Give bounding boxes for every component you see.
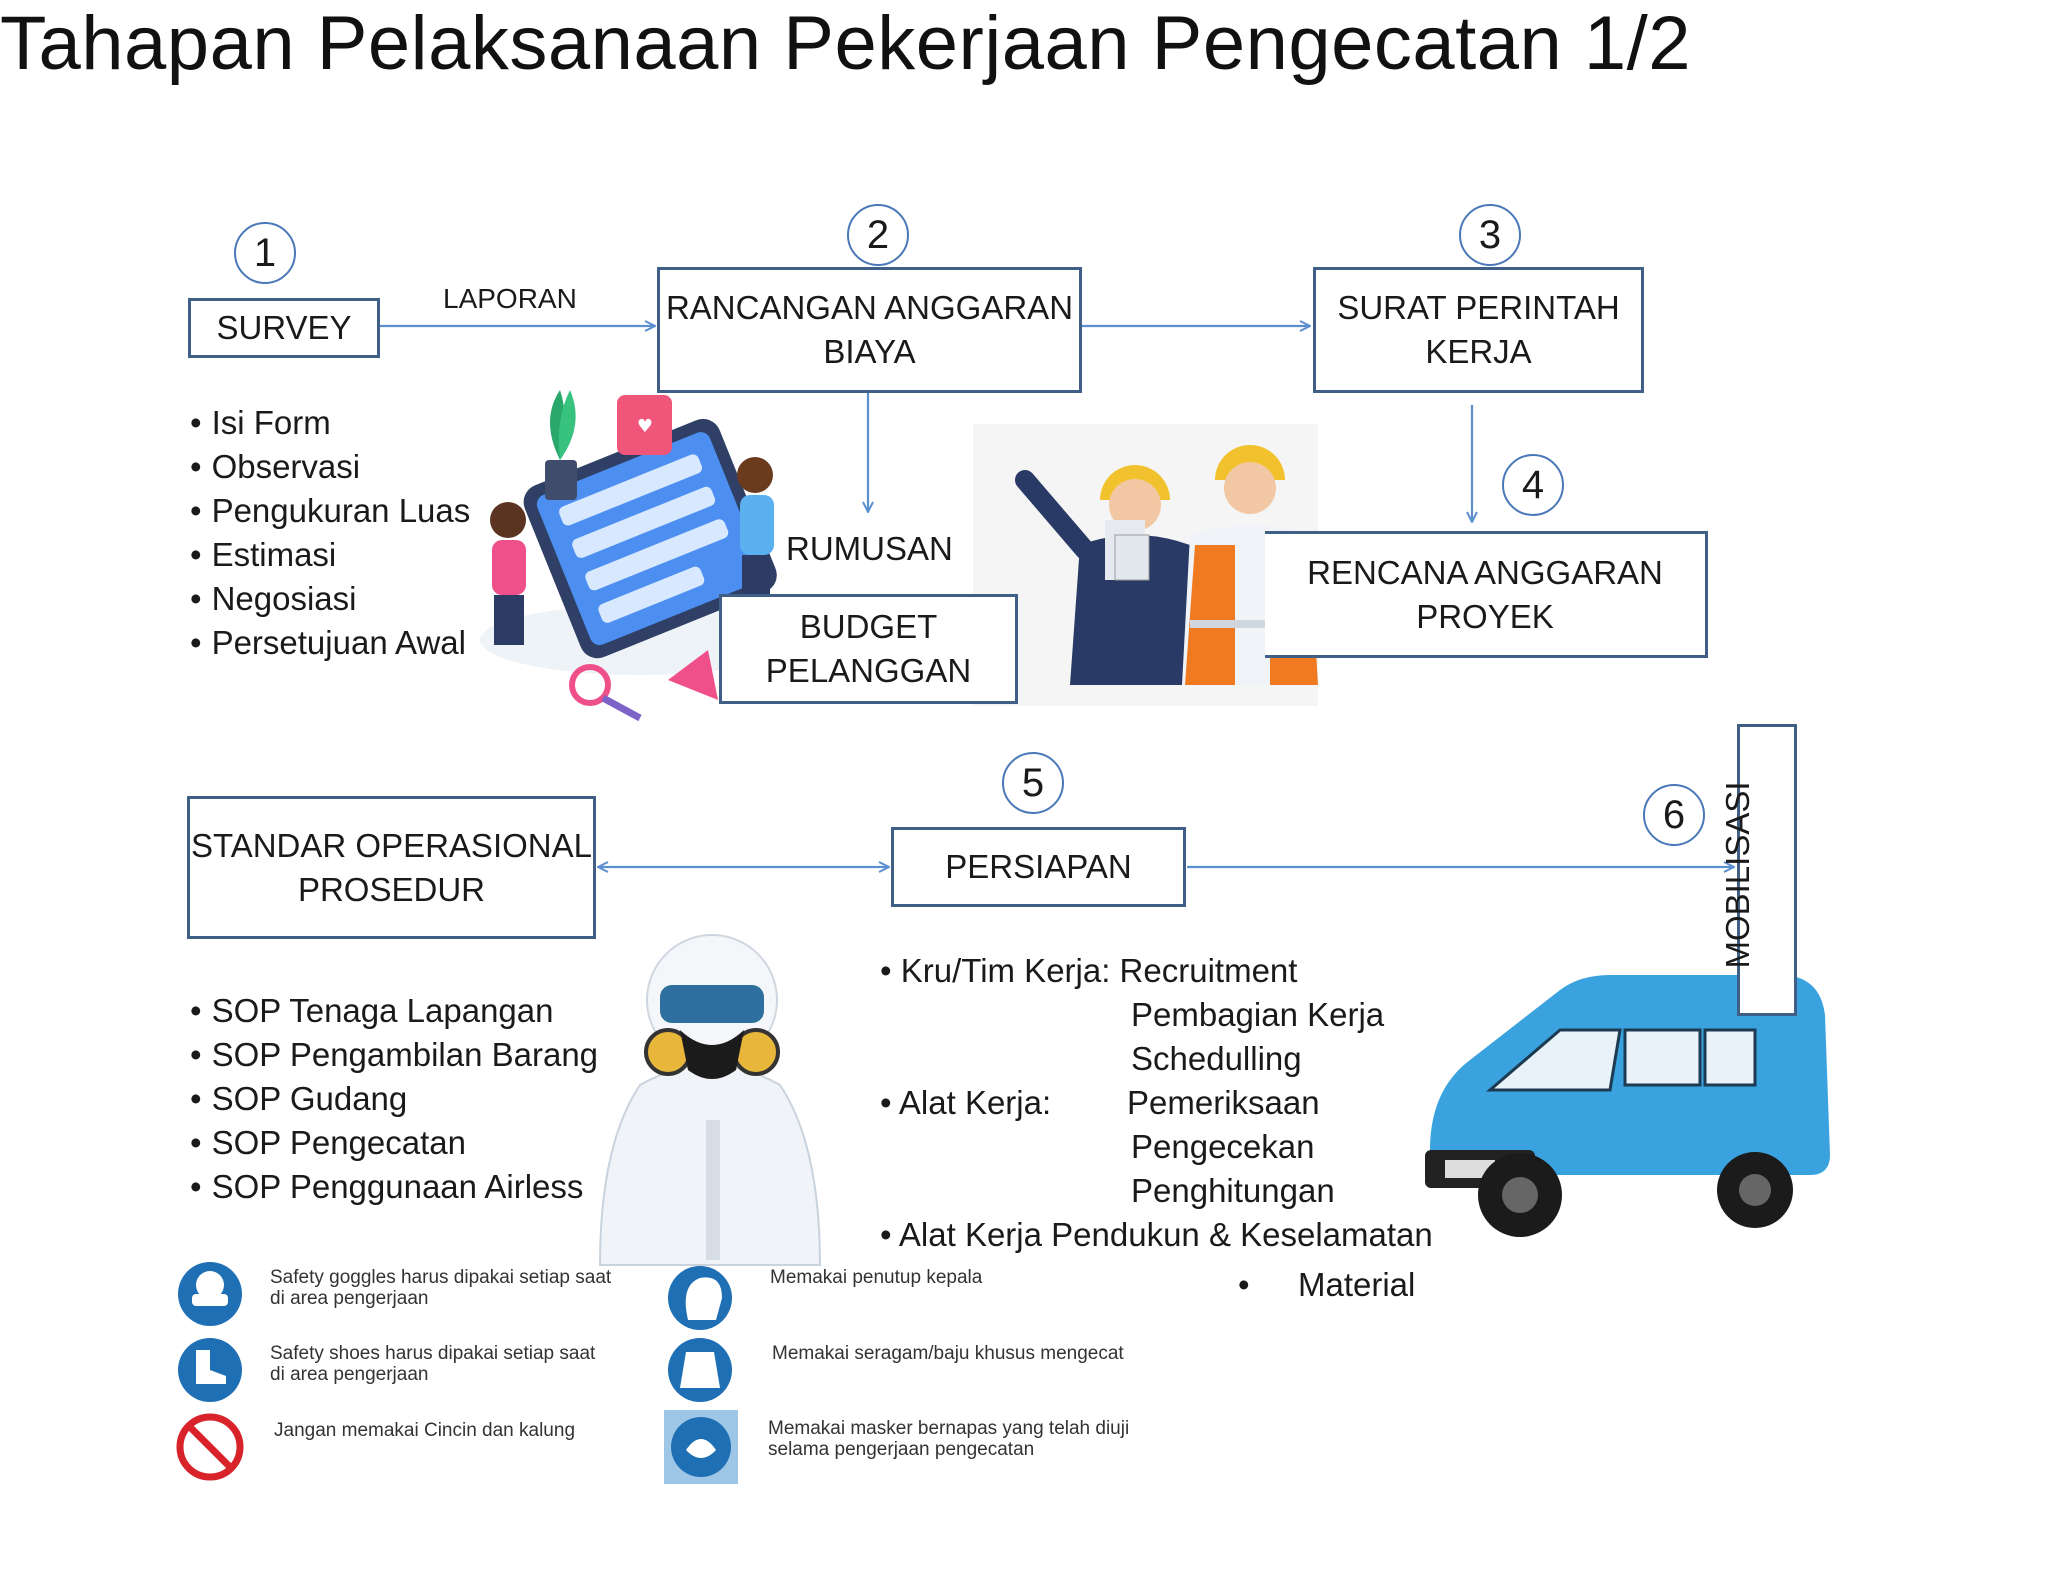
survey-item-list <box>190 401 470 665</box>
material-label: Material <box>1298 1266 1416 1303</box>
goggles-icon <box>178 1262 242 1326</box>
mask-icon <box>664 1410 738 1484</box>
list-item: • Estimasi <box>190 533 470 577</box>
step-number-2: 2 <box>847 204 909 266</box>
step-number-6: 6 <box>1643 784 1705 846</box>
list-item: • Persetujuan Awal <box>190 621 470 665</box>
sop-item-list <box>190 989 598 1209</box>
rumusan-label: RUMUSAN <box>786 530 953 567</box>
hazmat-suit-illustration <box>600 935 820 1265</box>
survey-box: SURVEY <box>188 298 380 358</box>
safety-text-head-cover: Memakai penutup kepala <box>770 1267 983 1288</box>
spk-box: SURAT PERINTAH KERJA <box>1313 267 1644 393</box>
prohibited-icon <box>180 1417 240 1477</box>
apron-icon <box>668 1338 732 1402</box>
step-number-5: 5 <box>1002 752 1064 814</box>
alat-sub-2: Pengecekan <box>1131 1128 1315 1165</box>
budget-box: BUDGET PELANGGAN <box>719 594 1018 704</box>
safety-text-no-jewelry: Jangan memakai Cincin dan kalung <box>274 1420 576 1441</box>
alat-sub-3: Penghitungan <box>1131 1172 1335 1209</box>
mobilisasi-label: MOBILISASI <box>1719 781 1756 969</box>
rap-box: RENCANA ANGGARAN PROYEK <box>1265 531 1708 658</box>
safety-text-goggles: Safety goggles harus dipakai setiap saat di area pengerjaan <box>270 1267 612 1309</box>
step-number-3: 3 <box>1459 204 1521 266</box>
kru-sub-2: Schedulling <box>1131 1040 1302 1077</box>
list-item: • Negosiasi <box>190 577 470 621</box>
kru-sub-1: Pembagian Kerja <box>1131 996 1385 1033</box>
step-number-1: 1 <box>234 222 296 284</box>
material-bullet: • <box>1238 1266 1250 1303</box>
alat-label: • Alat Kerja: <box>880 1084 1052 1121</box>
rab-box: RANCANGAN ANGGARAN BIAYA <box>657 267 1082 393</box>
list-item: • SOP Gudang <box>190 1077 598 1121</box>
list-item: • Isi Form <box>190 401 470 445</box>
page-title: Tahapan Pelaksanaan Pekerjaan Pengecatan 1/2 <box>0 1 1692 86</box>
pendukung-label: • Alat Kerja Pendukun & Keselamatan <box>880 1216 1433 1253</box>
svg-text:♥: ♥ <box>636 416 654 437</box>
list-item: • SOP Tenaga Lapangan <box>190 989 598 1033</box>
edge-label-laporan: LAPORAN <box>443 283 577 314</box>
persiapan-box: PERSIAPAN <box>891 827 1186 907</box>
safety-text-mask: Memakai masker bernapas yang telah diuji selama pengerjaan pengecatan <box>768 1418 1130 1460</box>
sop-box: STANDAR OPERASIONAL PROSEDUR <box>187 796 596 939</box>
step-number-4: 4 <box>1502 454 1564 516</box>
list-item: • SOP Pengecatan <box>190 1121 598 1165</box>
safety-text-boots: Safety shoes harus dipakai setiap saat di area pengerjaan <box>270 1343 596 1385</box>
head-cover-icon <box>668 1266 732 1330</box>
list-item: • SOP Pengambilan Barang <box>190 1033 598 1077</box>
list-item: • SOP Penggunaan Airless <box>190 1165 598 1209</box>
alat-sub-1: Pemeriksaan <box>1127 1084 1320 1121</box>
kru-label: • Kru/Tim Kerja: Recruitment <box>880 952 1298 989</box>
safety-text-apron: Memakai seragam/baju khusus mengecat <box>772 1343 1124 1364</box>
list-item: • Pengukuran Luas <box>190 489 470 533</box>
boots-icon <box>178 1338 242 1402</box>
list-item: • Observasi <box>190 445 470 489</box>
